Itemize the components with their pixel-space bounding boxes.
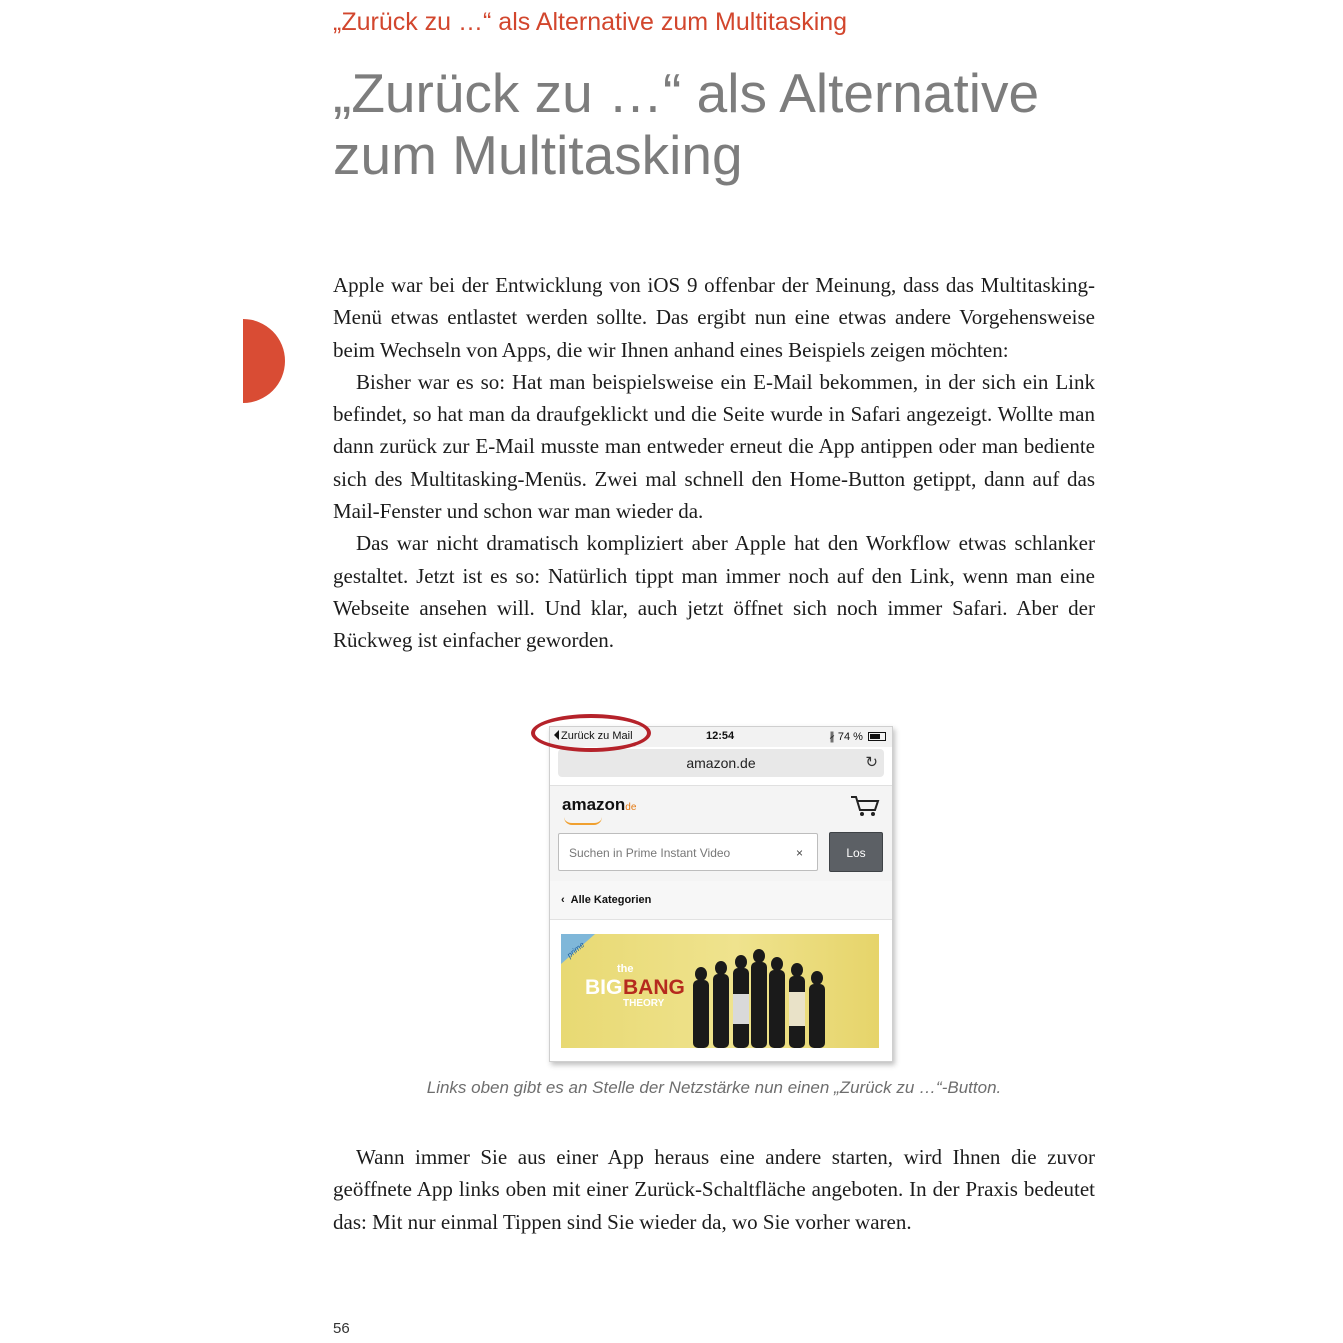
status-time: 12:54	[706, 730, 735, 742]
status-indicators	[829, 730, 886, 743]
logo-text: amazon	[562, 795, 626, 814]
url-bar[interactable]	[558, 749, 884, 777]
figure-caption: Links oben gibt es an Stelle der Netzstärke nun einen „Zurück zu …“-Button.	[426, 1078, 1002, 1097]
paragraph: Wann immer Sie aus einer App heraus eine andere starten, wird Ihnen die zuvor geöffnete App links oben mit einer Zurück-Schaltfläche angeboten. In der Praxis bedeutet das: Mit nur einmal Tippen sind Sie wieder da, wo Sie vorher waren.	[333, 1145, 1095, 1234]
chapter-thumb-marker	[243, 319, 285, 403]
paragraph: Das war nicht dramatisch kompliziert aber Apple hat den Workflow etwas schlanker gestaltet. Jetzt ist es so: Natürlich tippt man immer noch auf den Link, wenn man eine Webseite ansehen will. Und klar, auch jetzt öffnet sich noch immer Safari. Aber der Rückweg ist einfacher geworden.	[333, 531, 1095, 653]
back-label: Zurück zu Mail	[561, 730, 633, 742]
logo-suffix: de	[625, 802, 637, 813]
banner-title-bang: BANG	[623, 976, 685, 999]
page-number: 56	[333, 1320, 350, 1337]
big-bang-theory-banner[interactable]	[561, 934, 879, 1048]
banner-title-theory: THEORY	[623, 998, 665, 1009]
figure-screenshot	[549, 726, 893, 1062]
chapter-title: „Zurück zu …“ als Alternative zum Multitasking	[333, 62, 1040, 186]
search-go-button[interactable]: Los	[829, 832, 883, 872]
bluetooth-icon: ∦	[829, 731, 835, 743]
highlight-ellipse	[531, 714, 651, 752]
reload-icon[interactable]: ↻	[865, 754, 878, 771]
amazon-smile-icon	[564, 817, 602, 825]
body-text-top	[333, 269, 1095, 657]
battery-percent: 74 %	[837, 731, 863, 743]
banner-artwork	[561, 934, 879, 1048]
battery-fill	[870, 734, 880, 739]
amazon-logo[interactable]	[562, 795, 636, 815]
cast-figures	[693, 949, 825, 1048]
url-text: amazon.de	[686, 755, 756, 771]
banner-title-the: the	[617, 963, 634, 975]
search-input[interactable]	[558, 833, 818, 871]
cart-icon[interactable]	[850, 794, 880, 818]
paragraph: Bisher war es so: Hat man beispielsweise ein E-Mail bekommen, in der sich ein Link befindet, so hat man da draufgeklickt und die Seite wurde in Safari angezeigt. Wollte man dann zurück zur E-Mail musste man entweder erneut die App antippen oder man bediente sich des Multitasking-Menüs. Zwei mal schnell den Home-Button getippt, dann auf das Mail-Fenster und schon war man wieder da.	[333, 369, 1095, 524]
running-head: „Zurück zu …“ als Alternative zum Multitasking	[333, 8, 848, 36]
paragraph: Apple war bei der Entwicklung von iOS 9 offenbar der Meinung, dass das Multitasking-Menü etwas entlastet werden sollte. Das ergibt nun eine etwas andere Vorgehensweise beim Wechseln von Apps, die wir Ihnen anhand eines Beispiels zeigen möchten:	[333, 273, 1095, 362]
search-placeholder: Suchen in Prime Instant Video	[569, 846, 731, 860]
chevron-left-icon: ‹	[561, 894, 565, 906]
banner-title-big: BIG	[585, 976, 623, 999]
clear-icon[interactable]: ×	[795, 846, 803, 860]
body-text-bottom	[333, 1141, 1095, 1238]
category-label: Alle Kategorien	[570, 894, 652, 906]
battery-icon	[868, 732, 886, 741]
amazon-header	[550, 785, 892, 882]
prime-badge-text: prime	[565, 940, 587, 960]
all-categories-link[interactable]	[550, 881, 892, 920]
